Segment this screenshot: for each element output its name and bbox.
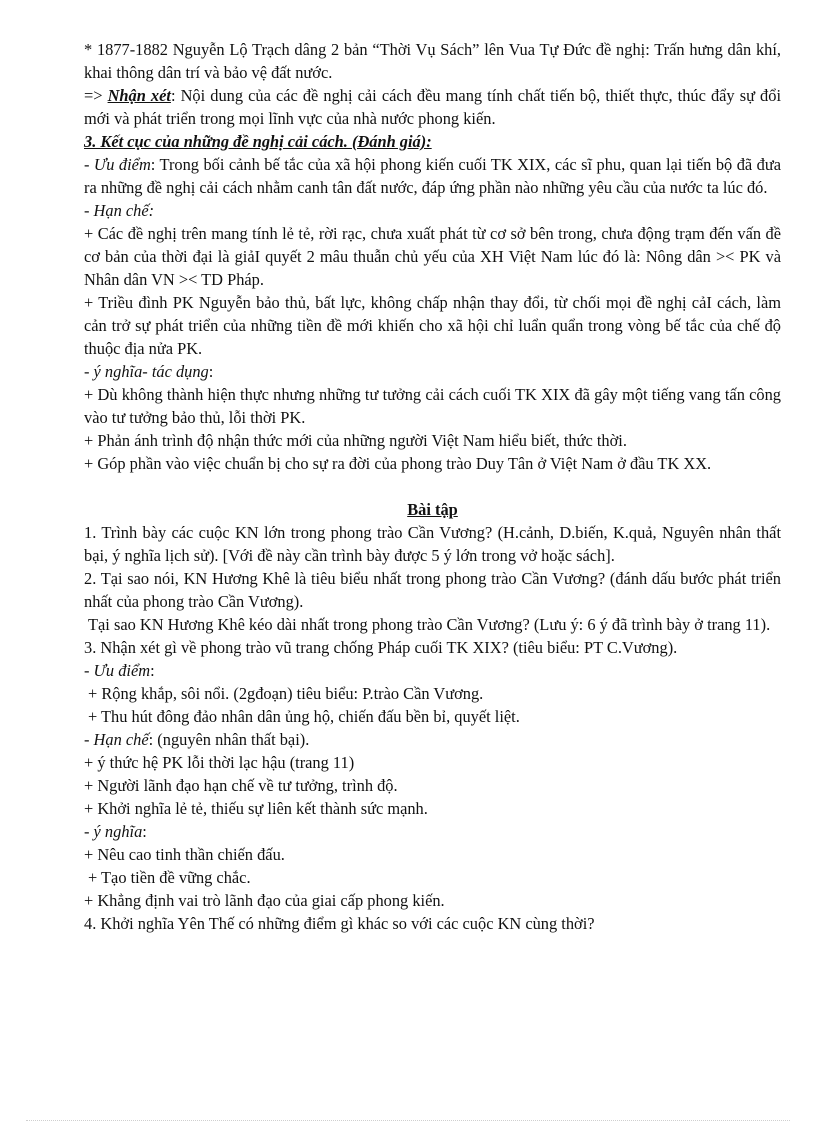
han-che-item: + Triều đình PK Nguyễn bảo thủ, bất lực, không chấp nhận thay đổi, từ chối mọi đề nghị cảI cách, làm cản trở sự phát triển của những tiền đề mới khiến cho xã hội chỉ luẩn quẩn trong vòng bế tắc của chế độ thuộc địa nửa PK. (84, 293, 781, 358)
q3-uu-diem-item: + Thu hút đông đảo nhân dân ủng hộ, chiến đấu bền bỉ, quyết liệt. (88, 707, 520, 726)
q3-y-nghia-colon: : (142, 822, 147, 841)
paragraph-nguyen-lo-trach: * 1877-1882 Nguyễn Lộ Trạch dâng 2 bản “Thời Vụ Sách” lên Vua Tự Đức đề nghị: Trấn hưng dân khí, khai thông dân trí và bảo vệ đất nước. (84, 40, 781, 82)
question-2: 2. Tại sao nói, KN Hương Khê là tiêu biểu nhất trong phong trào Cần Vương? (đánh dấu bước phát triển nhất của phong trào Cần Vương). (84, 569, 781, 611)
y-nghia-item: + Dù không thành hiện thực nhưng những tư tưởng cải cách cuối TK XIX đã gây một tiếng vang tấn công vào tư tưởng bảo thủ, lỗi thời PK. (84, 385, 781, 427)
uu-diem-text: : Trong bối cảnh bế tắc của xã hội phong kiến cuối TK XIX, các sĩ phu, quan lại tiến bộ đã đưa ra những đề nghị cải cách nhằm canh tân đất nước, đáp ứng phần nào những yêu cầu của nước ta lúc đó. (84, 155, 781, 197)
q3-uu-diem-item: + Rộng khắp, sôi nổi. (2gđoạn) tiêu biểu: P.trào Cần Vương. (88, 684, 484, 703)
q3-uu-diem-heading (84, 659, 781, 682)
nhan-xet-text: : Nội dung của các đề nghị cải cách đều mang tính chất tiến bộ, thiết thực, thúc đẩy sự đổi mới và phát triển trong mọi lĩnh vực của nhà nước phong kiến. (84, 86, 781, 128)
q3-y-nghia-item: + Nêu cao tinh thần chiến đấu. (84, 845, 285, 864)
y-nghia-colon: : (208, 362, 214, 381)
q3-han-che-suffix: : (nguyên nhân thất bại). (148, 730, 310, 749)
paragraph-nhan-xet (84, 84, 781, 130)
page-bottom-border (26, 1120, 790, 1121)
y-nghia-label: - ý nghĩa- tác dụng (84, 362, 209, 381)
y-nghia-item: + Phản ánh trình độ nhận thức mới của những người Việt Nam hiểu biết, thức thời. (84, 431, 627, 450)
q3-uu-diem-colon: : (150, 661, 155, 680)
q3-y-nghia-item: + Tạo tiền đề vững chắc. (88, 868, 251, 887)
han-che-label: - Hạn chế: (84, 201, 155, 220)
question-1: 1. Trình bày các cuộc KN lớn trong phong trào Cần Vương? (H.cảnh, D.biến, K.quả, Nguyên nhân thất bại, ý nghĩa lịch sử). [Với đề này cần trình bày được 5 ý lớn trong vở hoặc sách]. (84, 523, 781, 565)
q3-uu-diem-label: - Ưu điểm (84, 661, 151, 680)
y-nghia-heading (84, 360, 781, 383)
question-3: 3. Nhận xét gì về phong trào vũ trang chống Pháp cuối TK XIX? (tiêu biểu: PT C.Vương). (84, 638, 678, 657)
q3-han-che-item: + Khởi nghĩa lẻ tẻ, thiếu sự liên kết thành sức mạnh. (84, 799, 428, 818)
q3-y-nghia-label: - ý nghĩa (84, 822, 143, 841)
arrow-prefix: => (84, 86, 108, 105)
q3-han-che-heading (84, 728, 781, 751)
nhan-xet-label: Nhận xét (107, 86, 171, 105)
q3-y-nghia-heading (84, 820, 781, 843)
paragraph-uu-diem (84, 153, 781, 199)
q3-han-che-item: + ý thức hệ PK lỗi thời lạc hậu (trang 11) (84, 753, 355, 772)
spacer (84, 475, 781, 498)
y-nghia-item: + Góp phần vào việc chuẩn bị cho sự ra đời của phong trào Duy Tân ở Việt Nam ở đầu TK XX. (84, 454, 712, 473)
q3-han-che-item: + Người lãnh đạo hạn chế về tư tưởng, trình độ. (84, 776, 398, 795)
section-3-heading: 3. Kết cục của những đề nghị cải cách. (Đánh giá): (84, 132, 432, 151)
bai-tap-title: Bài tập (407, 500, 458, 519)
question-4: 4. Khởi nghĩa Yên Thế có những điểm gì khác so với các cuộc KN cùng thời? (84, 914, 595, 933)
question-2b: Tại sao KN Hương Khê kéo dài nhất trong phong trào Cần Vương? (Lưu ý: 6 ý đã trình bày ở trang 11). (88, 615, 771, 634)
han-che-item: + Các đề nghị trên mang tính lẻ tẻ, rời rạc, chưa xuất phát từ cơ sở bên trong, chưa động trạm đến vấn đề cơ bản của thời đại là giảI quyết 2 mâu thuẫn chủ yếu của XH Việt Nam lúc đó là: Nông dân >< PK và Nhân dân VN >< TD Pháp. (84, 224, 781, 289)
q3-y-nghia-item: + Khẳng định vai trò lãnh đạo của giai cấp phong kiến. (84, 891, 445, 910)
document-page (84, 38, 781, 935)
q3-han-che-label: - Hạn chế (84, 730, 149, 749)
uu-diem-label: - Ưu điểm (84, 155, 151, 174)
